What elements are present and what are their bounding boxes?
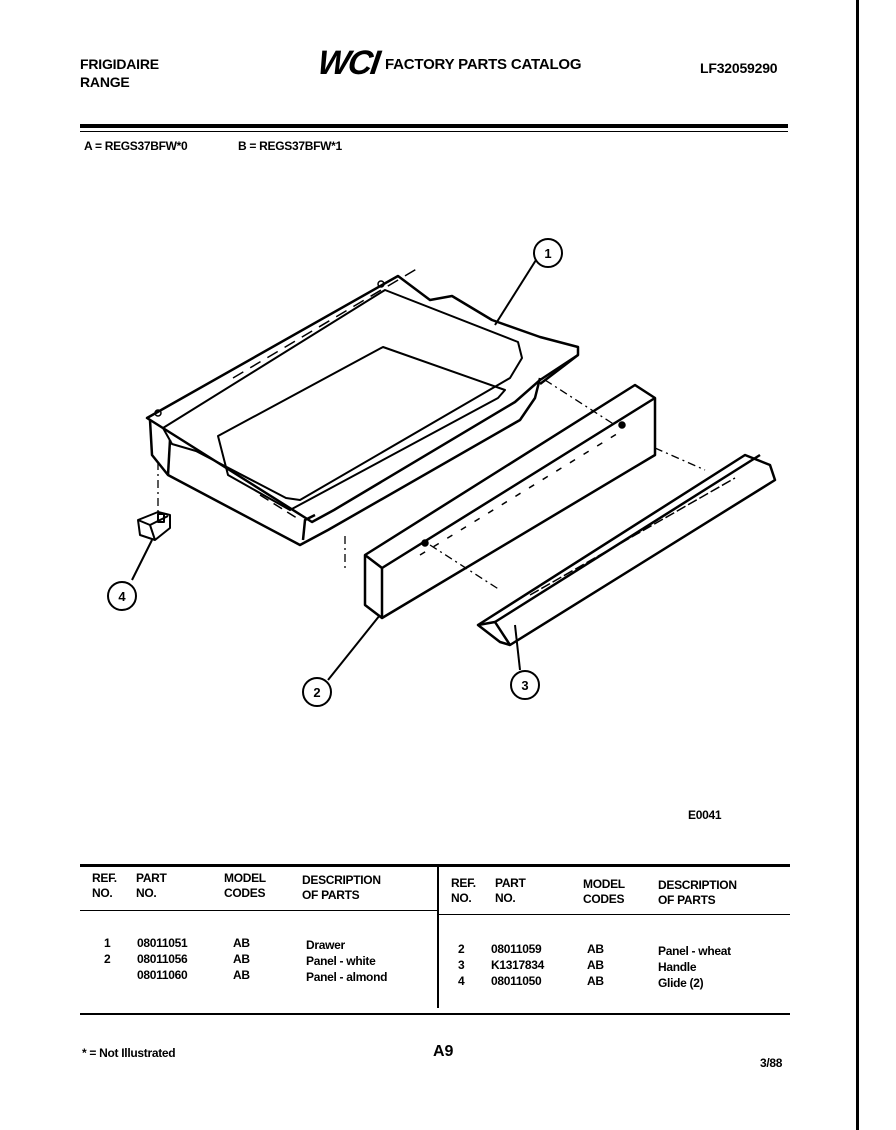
handle-part [478,455,775,645]
table-cell: 3 [458,958,465,972]
header-model: MODEL CODES [224,871,266,900]
table-cell: Panel - white [306,954,376,968]
svg-text:2: 2 [313,685,321,700]
table-cell: 08011056 [137,952,188,966]
right-ref-column [458,941,464,989]
left-ref-column [104,935,110,983]
table-cell: AB [587,974,604,988]
catalog-number: LF32059290 [700,60,778,76]
header-model-right: MODEL CODES [583,877,625,906]
table-header-rule-left [80,910,438,911]
revision-date: 3/88 [760,1056,783,1070]
header-part-right: PART NO. [495,876,526,905]
right-model-column [587,941,604,989]
table-cell: 08011051 [137,936,188,950]
left-description-column [306,937,387,985]
right-part-column [491,941,544,989]
table-cell: Drawer [306,938,345,952]
diagram-code: E0041 [688,808,722,822]
header-ref-right: REF. NO. [451,876,476,905]
callout-4 [108,582,136,610]
model-code-b: B = REGS37BFW*1 [238,139,342,153]
table-cell: 2 [458,942,465,956]
callout-3 [511,671,539,699]
table-cell: Panel - wheat [658,944,731,958]
table-divider [437,866,439,1008]
table-header-rule-right [438,914,790,915]
table-cell: Glide (2) [658,976,704,990]
left-model-column [233,935,250,983]
product-type: RANGE [80,74,130,90]
brand-name: FRIGIDAIRE [80,56,159,72]
model-code-a: A = REGS37BFW*0 [84,139,188,153]
table-cell: 08011059 [491,942,542,956]
table-cell: 4 [458,974,465,988]
table-cell: 08011050 [491,974,542,988]
table-cell: 08011060 [137,968,188,982]
table-bottom-rule [80,1013,790,1015]
svg-text:4: 4 [118,589,126,604]
wci-logo: WCI [315,44,381,82]
table-cell: Handle [658,960,697,974]
footnote: * = Not Illustrated [82,1046,176,1060]
header-ref: REF. NO. [92,871,117,900]
table-cell [104,967,110,983]
table-top-rule [80,864,790,867]
svg-text:3: 3 [521,678,529,693]
table-cell: Panel - almond [306,970,388,984]
table-cell: AB [233,952,250,966]
table-cell: AB [587,942,604,956]
left-part-column [137,935,187,983]
catalog-title: FACTORY PARTS CATALOG [385,56,582,73]
header-description: DESCRIPTION OF PARTS [302,873,381,902]
table-cell: AB [233,936,250,950]
table-cell: AB [233,968,250,982]
table-cell: AB [587,958,604,972]
header-part: PART NO. [136,871,167,900]
callout-1 [534,239,562,267]
glide-part [138,512,170,540]
table-cell: 2 [104,952,111,966]
page-number: A9 [433,1043,454,1060]
table-cell: K1317834 [491,958,544,972]
svg-text:1: 1 [544,246,552,261]
right-description-column [658,943,731,991]
table-cell: 1 [104,936,111,950]
header-description-right: DESCRIPTION OF PARTS [658,878,737,907]
callout-2 [303,678,331,706]
drawer-part [147,267,578,545]
